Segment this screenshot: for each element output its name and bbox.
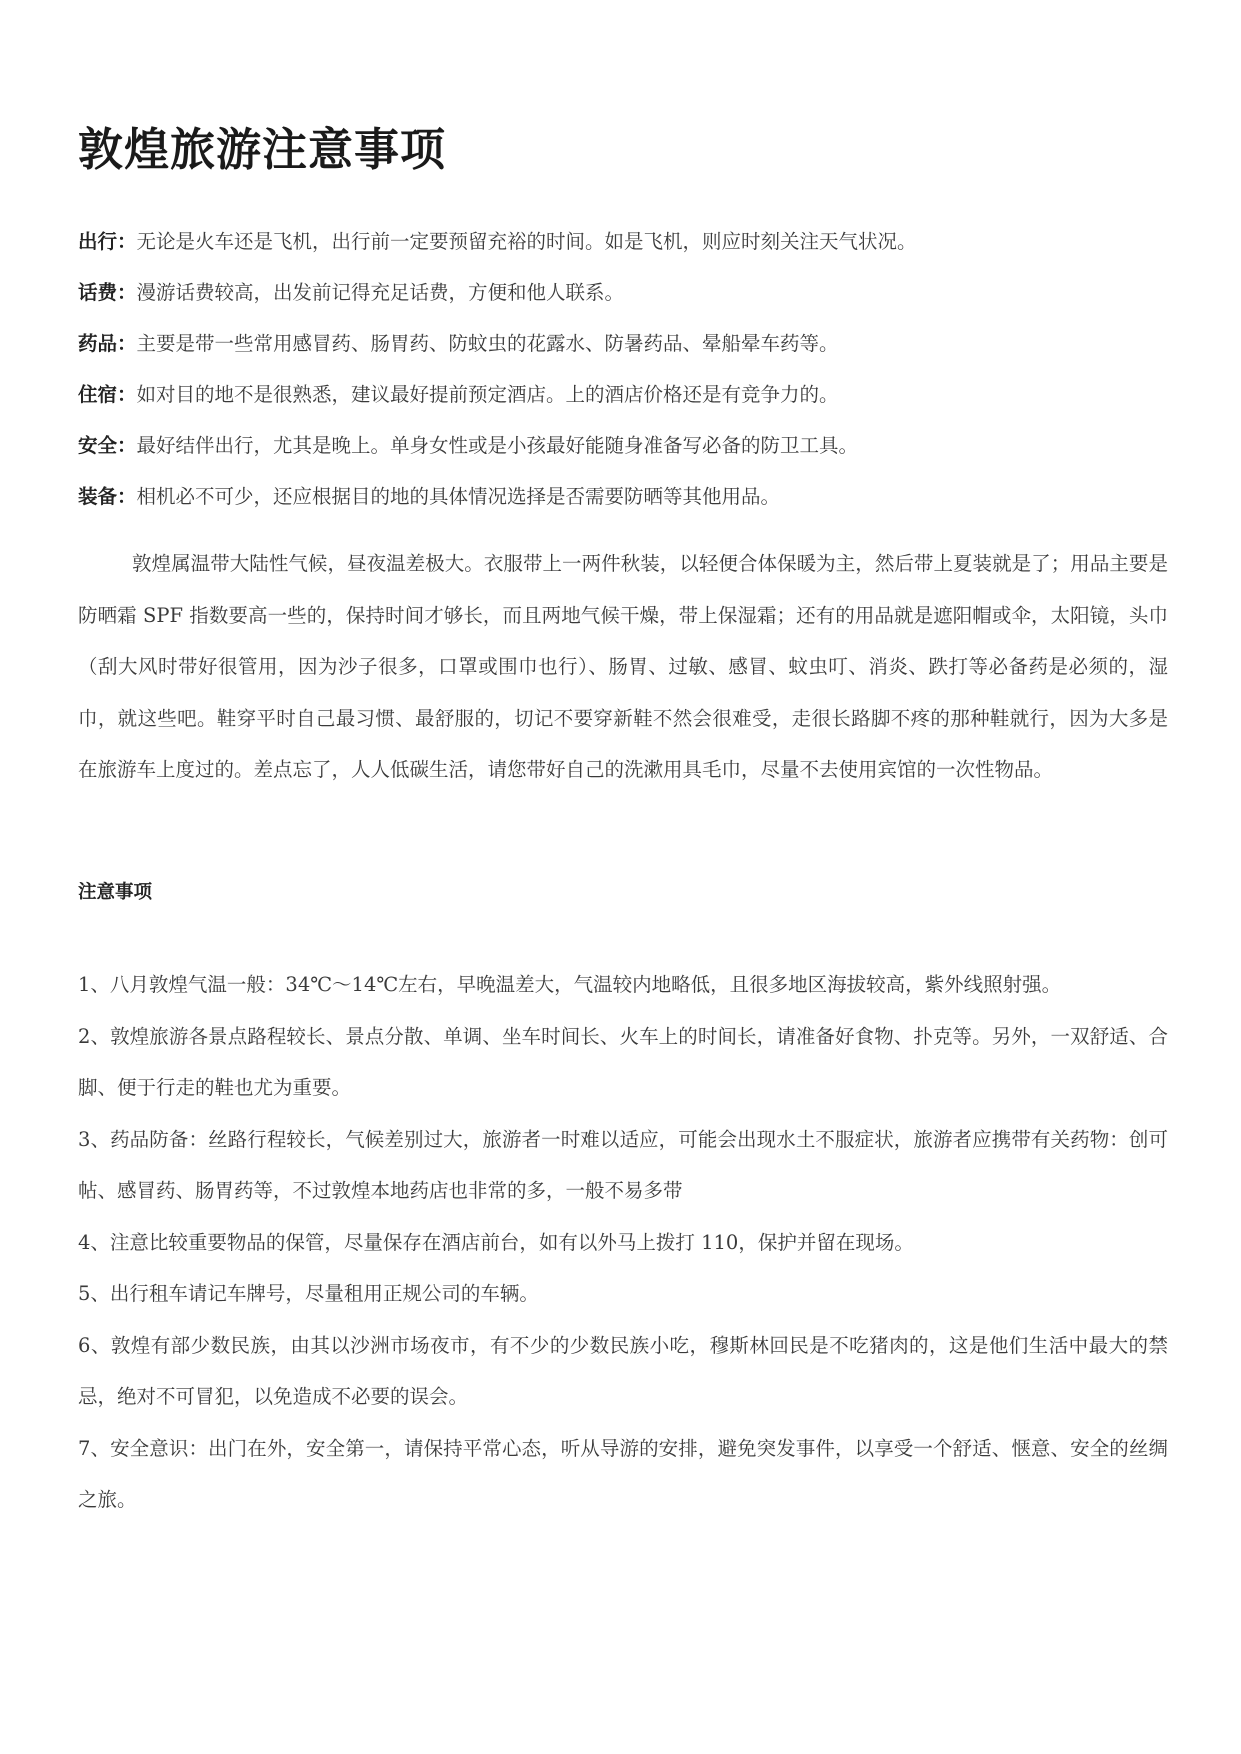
tip-text: 最好结伴出行，尤其是晚上。单身女性或是小孩最好能随身准备写必备的防卫工具。: [136, 434, 859, 457]
climate-paragraph: 敦煌属温带大陆性气候，昼夜温差极大。衣服带上一两件秋装，以轻便合体保暖为主，然后带上夏装就是了；用品主要是防晒霜 SPF 指数要高一些的，保持时间才够长，而且两地气候干燥，带上保湿霜；还有的用品就是遮阳帽或伞，太阳镜，头巾（刮大风时带好很管用，因为沙子很多，口罩或围巾也行）、肠胃、过敏、感冒、蚊虫叮、消炎、跌打等必备药是必须的，湿巾，就这些吧。鞋穿平时自己最习惯、最舒服的，切记不要穿新鞋不然会很难受，走很长路脚不疼的那种鞋就行，因为大多是在旅游车上度过的。差点忘了，人人低碳生活，请您带好自己的洗漱用具毛巾，尽量不去使用宾馆的一次性物品。: [78, 552, 1168, 781]
tip-text: 主要是带一些常用感冒药、肠胃药、防蚊虫的花露水、防暑药品、晕船晕车药等。: [136, 332, 839, 355]
tip-text: 无论是火车还是飞机，出行前一定要预留充裕的时间。如是飞机，则应时刻关注天气状况。: [136, 230, 917, 253]
section-heading: 注意事项: [78, 882, 153, 903]
travel-tips-list: [78, 227, 1168, 533]
tip-label: 住宿：: [78, 383, 137, 406]
tip-label: 装备：: [78, 485, 137, 508]
note-item: 3、药品防备：丝路行程较长，气候差别过大，旅游者一时难以适应，可能会出现水土不服症状，旅游者应携带有关药物：创可帖、感冒药、肠胃药等，不过敦煌本地药店也非常的多，一般不易多带: [78, 1127, 1168, 1202]
tip-label: 出行：: [78, 230, 137, 253]
tip-text: 如对目的地不是很熟悉，建议最好提前预定酒店。上的酒店价格还是有竞争力的。: [136, 383, 839, 406]
tip-item-travel: [78, 227, 1168, 278]
note-item: 7、安全意识：出门在外，安全第一，请保持平常心态，听从导游的安排，避免突发事件，以享受一个舒适、惬意、安全的丝绸之旅。: [78, 1436, 1168, 1511]
note-item: 6、敦煌有部少数民族，由其以沙洲市场夜市，有不少的少数民族小吃，穆斯林回民是不吃猪肉的，这是他们生活中最大的禁忌，绝对不可冒犯，以免造成不必要的误会。: [78, 1333, 1168, 1408]
tip-text: 相机必不可少，还应根据目的地的具体情况选择是否需要防晒等其他用品。: [136, 485, 781, 508]
note-item: 1、八月敦煌气温一般：34℃～14℃左右，早晚温差大，气温较内地略低，且很多地区海拔较高，紫外线照射强。: [78, 973, 1062, 996]
tip-label: 安全：: [78, 434, 137, 457]
tip-item-medicine: [78, 329, 1168, 380]
document-title: 敦煌旅游注意事项: [78, 123, 447, 176]
note-item: 2、敦煌旅游各景点路程较长、景点分散、单调、坐车时间长、火车上的时间长，请准备好食物、扑克等。另外，一双舒适、合脚、便于行走的鞋也尤为重要。: [78, 1024, 1168, 1099]
tip-item-phone-fee: [78, 278, 1168, 329]
tip-item-equipment: [78, 482, 1168, 533]
tip-label: 药品：: [78, 332, 137, 355]
tip-label: 话费：: [78, 281, 137, 304]
tip-item-safety: [78, 431, 1168, 482]
note-item: 4、注意比较重要物品的保管，尽量保存在酒店前台，如有以外马上拨打 110，保护并留在现场。: [78, 1230, 914, 1254]
notes-list: [78, 959, 1168, 1526]
tip-item-lodging: [78, 380, 1168, 431]
tip-text: 漫游话费较高，出发前记得充足话费，方便和他人联系。: [136, 281, 625, 304]
note-item: 5、出行租车请记车牌号，尽量租用正规公司的车辆。: [78, 1282, 539, 1305]
